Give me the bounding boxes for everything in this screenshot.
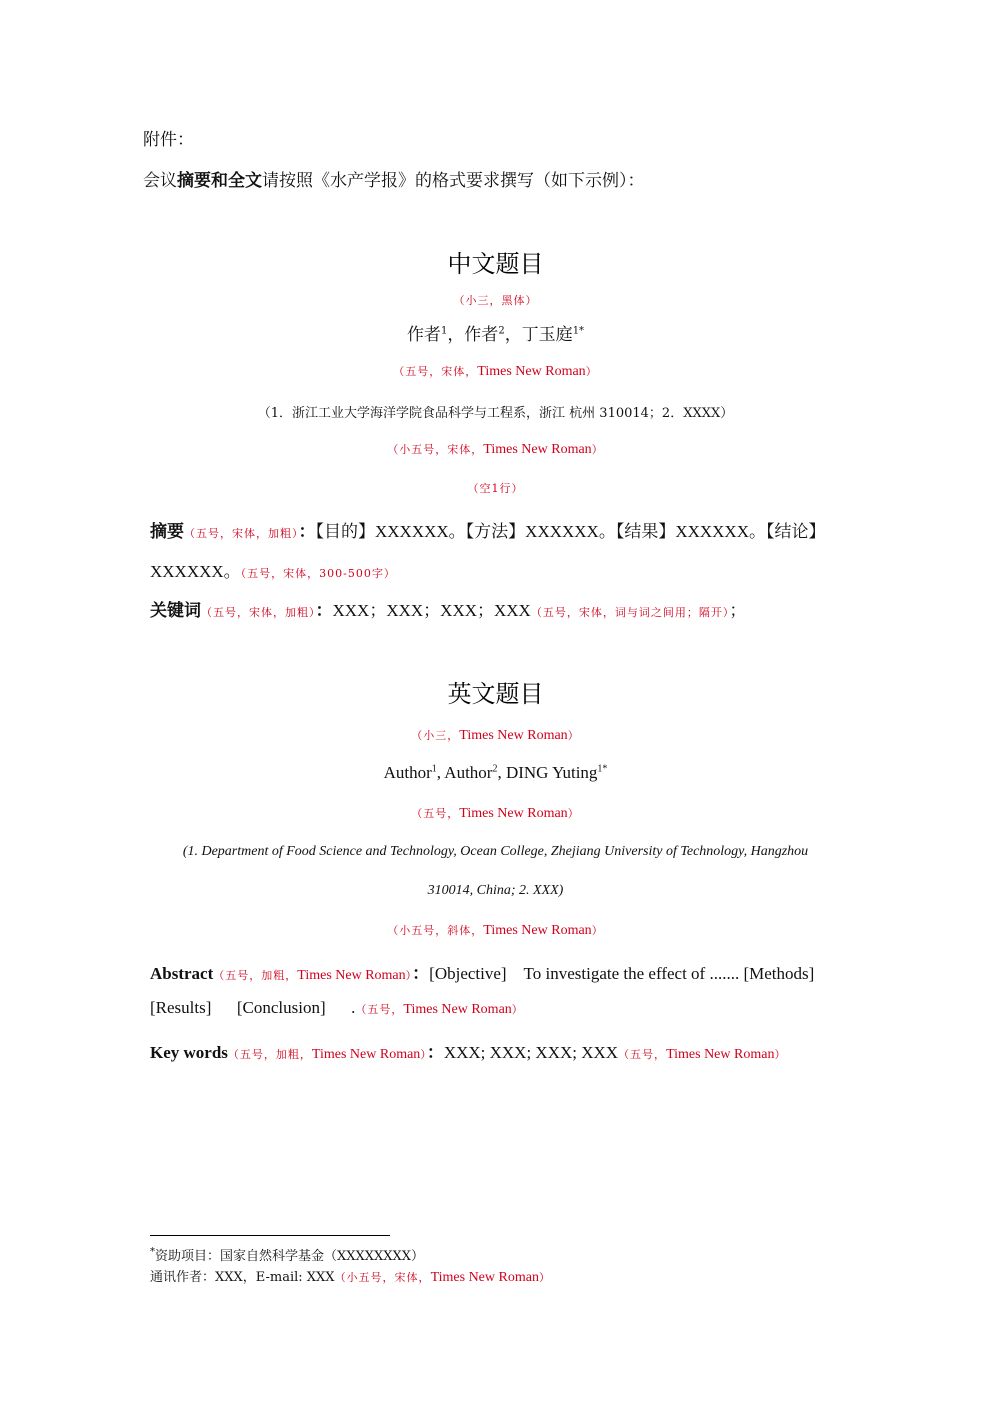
en-authors-note: （五号，Times New Roman） — [411, 806, 580, 821]
cn-title: 中文题目 — [447, 250, 544, 278]
en-affiliation-note: （小五号，斜体，Times New Roman） — [387, 923, 604, 938]
en-abstract-label: Abstract — [150, 964, 214, 983]
intro-bold: 摘要和全文 — [177, 171, 262, 191]
cn-affiliation-note: （小五号，宋体，Times New Roman） — [387, 442, 604, 457]
intro-line — [143, 166, 645, 191]
en-affiliation-line1: (1. Department of Food Science and Technology, Ocean College, Zhejiang University of Technology, Hangzhou — [182, 844, 809, 859]
en-title-note: （小三，Times New Roman） — [411, 728, 580, 743]
intro-prefix: 会议 — [143, 171, 177, 191]
blank-line-note: （空1行） — [467, 482, 524, 495]
cn-abstract-line1: 摘要（五号，宋体，加粗）：【目的】XXXXXX。【方法】XXXXXX。【结果】XXXXXX。【结论】 — [150, 522, 826, 542]
footnote-divider — [150, 1235, 390, 1236]
en-title: 英文题目 — [447, 680, 544, 708]
cn-keywords-label: 关键词 — [150, 601, 201, 621]
intro-suffix: 请按照《水产学报》的格式要求撰写（如下示例）： — [262, 171, 645, 191]
en-keywords-label: Key words — [150, 1043, 228, 1062]
attachment-label: 附件： — [143, 130, 194, 150]
en-keywords-line: Key words（五号，加粗，Times New Roman）：XXX; XXX; XXX; XXX（五号，Times New Roman） — [150, 1043, 787, 1062]
cn-keywords-line: 关键词（五号，宋体，加粗）：XXX；XXX；XXX；XXX（五号，宋体，词与词之间用；隔开）； — [150, 601, 747, 621]
cn-abstract-line2: XXXXXX。（五号，宋体，300-500字） — [150, 562, 396, 581]
cn-affiliation: （1．浙江工业大学海洋学院食品科学与工程系，浙江 杭州 310014；2．XXXX） — [257, 406, 734, 421]
cn-title-note: （小三，黑体） — [453, 294, 538, 307]
cn-abstract-label: 摘要 — [150, 522, 184, 542]
en-authors: Author$^1$, Author$^2$, DING Yuting$^{1*}$ — [383, 763, 608, 782]
footnote-contact: 通讯作者：XXX，E-mail: XXX（小五号，宋体，Times New Roman） — [150, 1270, 551, 1285]
cn-authors-note: （五号，宋体，Times New Roman） — [393, 364, 598, 379]
en-abstract-line2: [Results] [Conclusion] .（五号，Times New Roman） — [150, 998, 524, 1017]
footnote-funding: *资助项目：国家自然科学基金（XXXXXXXX） — [150, 1246, 425, 1264]
cn-authors: 作者$^1$，作者$^2$，丁玉庭$^{1*}$ — [406, 325, 585, 345]
en-abstract-line1: Abstract（五号，加粗，Times New Roman）：[Objective] To investigate the effect of ....... [Methods] — [150, 964, 815, 983]
en-affiliation-line2: 310014, China; 2. XXX) — [427, 883, 564, 898]
